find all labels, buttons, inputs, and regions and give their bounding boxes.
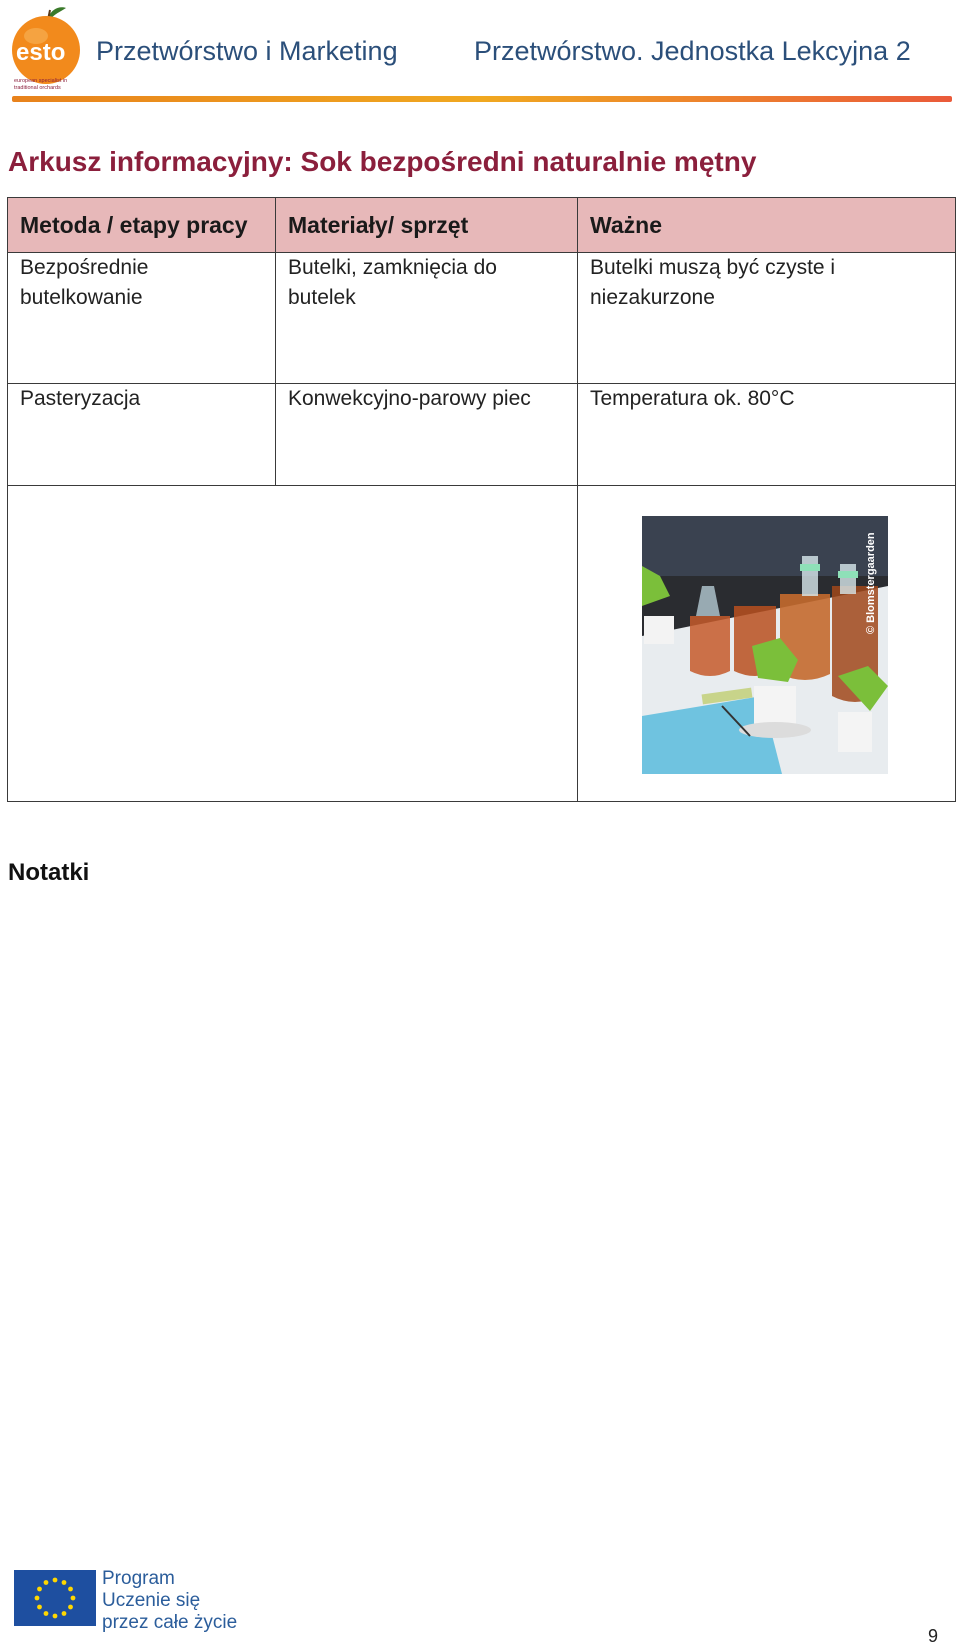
- table-cell: Temperatura ok. 80°C: [578, 384, 956, 486]
- table-cell: Bezpośrednie butelkowanie: [8, 253, 276, 384]
- program-line: przez całe życie: [102, 1612, 238, 1633]
- juice-bottles-photo: [642, 516, 888, 774]
- table-cell: Butelki muszą być czyste i niezakurzone: [578, 253, 956, 384]
- info-table: [7, 197, 956, 802]
- notes-heading: Notatki: [8, 859, 90, 886]
- page-header: [0, 0, 960, 110]
- photo-credit: © Blomstergaarden: [865, 532, 877, 634]
- table-cell: Butelki, zamknięcia do butelek: [276, 253, 578, 384]
- table-cell: Konwekcyjno-parowy piec: [276, 384, 578, 486]
- table-row: [8, 384, 956, 486]
- table-cell-empty: [8, 486, 578, 802]
- header-divider: [12, 96, 952, 102]
- page-title: Arkusz informacyjny: Sok bezpośredni naturalnie mętny: [8, 146, 757, 177]
- column-header: Metoda / etapy pracy: [8, 198, 276, 253]
- program-line: Uczenie się: [102, 1590, 201, 1611]
- table-cell: Pasteryzacja: [8, 384, 276, 486]
- eu-flag-icon: [14, 1570, 96, 1626]
- table-header-row: [8, 198, 956, 253]
- page-number: 9: [928, 1626, 939, 1646]
- table-row: [8, 253, 956, 384]
- program-line: Program: [102, 1568, 175, 1589]
- svg-text:european specialist in: european specialist in: [14, 78, 68, 84]
- svg-text:traditional orchards: traditional orchards: [14, 85, 61, 91]
- unit-name: Przetwórstwo. Jednostka Lekcyjna 2: [474, 36, 911, 66]
- column-header: Ważne: [578, 198, 956, 253]
- course-name: Przetwórstwo i Marketing: [96, 36, 398, 66]
- esto-logo: [8, 4, 86, 96]
- column-header: Materiały/ sprzęt: [276, 198, 578, 253]
- logo-text: esto: [16, 39, 66, 66]
- table-row: [8, 486, 956, 802]
- program-logo-text: [102, 1568, 237, 1634]
- photo-cell: [578, 486, 956, 802]
